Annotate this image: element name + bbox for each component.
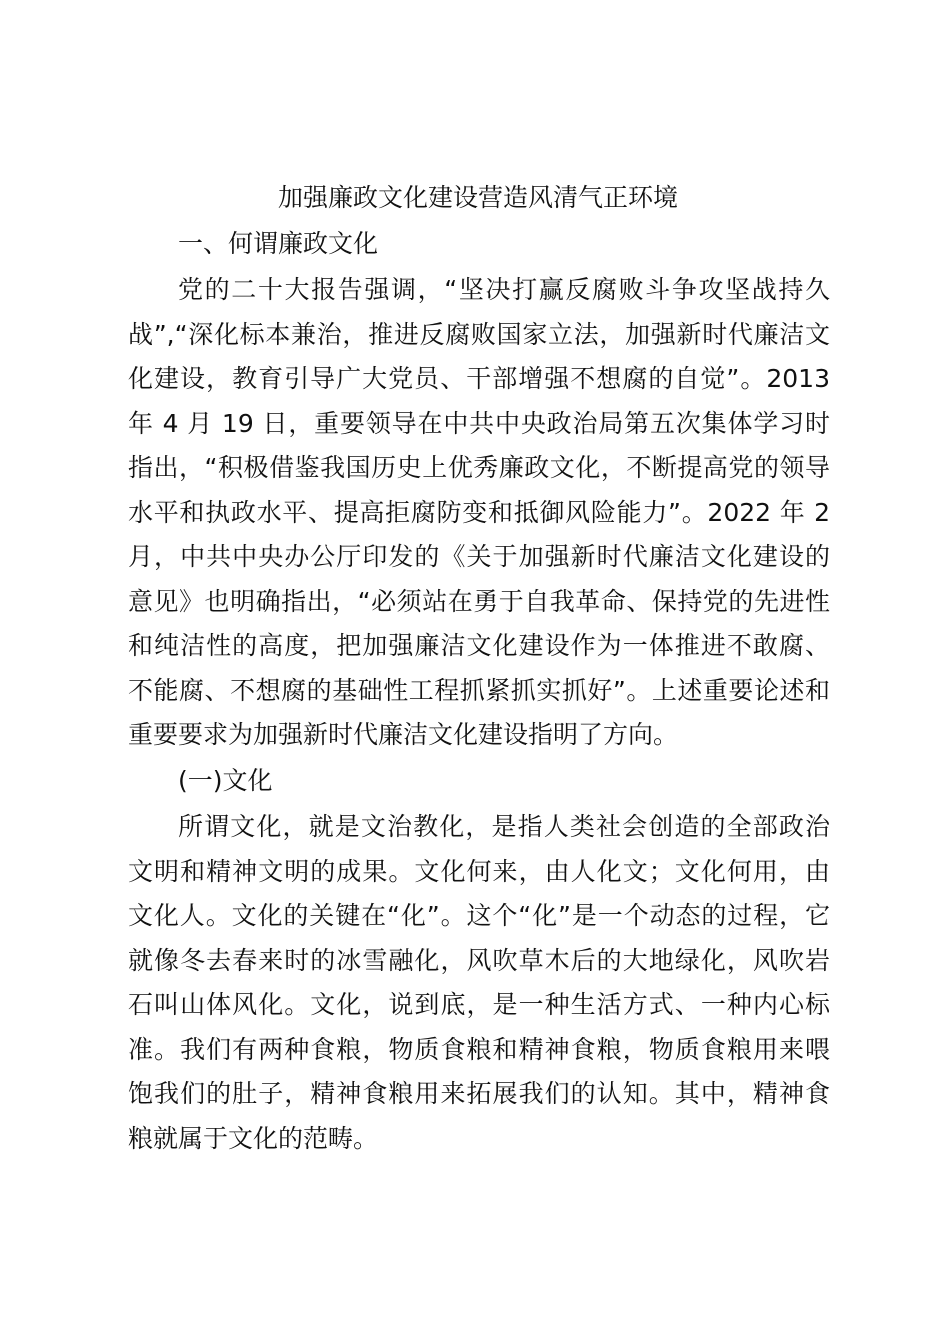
- paragraph-line: 粮就属于文化的范畴。: [128, 1124, 379, 1153]
- section-heading: 一、何谓廉政文化: [178, 229, 379, 258]
- paragraph-line: 意见》也明确指出，“必须站在勇于自我革命、保持党的先进性: [128, 587, 830, 616]
- paragraph-line: 指出，“积极借鉴我国历史上优秀廉政文化，不断提高党的领导: [128, 453, 830, 482]
- paragraph-line: 文化人。文化的关键在“化”。这个“化”是一个动态的过程，它: [128, 901, 830, 930]
- paragraph-line: 石叫山体风化。文化，说到底，是一种生活方式、一种内心标: [128, 990, 830, 1019]
- paragraph-line: 所谓文化，就是文治教化，是指人类社会创造的全部政治: [178, 812, 830, 841]
- paragraph-line: 准。我们有两种食粮，物质食粮和精神食粮，物质食粮用来喂: [128, 1035, 830, 1064]
- paragraph-line: 年 4 月 19 日，重要领导在中共中央政治局第五次集体学习时: [128, 409, 830, 438]
- paragraph-line: 化建设，教育引导广大党员、干部增强不想腐的自觉”。2013: [128, 364, 830, 393]
- paragraph-line: 不能腐、不想腐的基础性工程抓紧抓实抓好”。上述重要论述和: [128, 676, 830, 705]
- paragraph-line: 党的二十大报告强调，“坚决打赢反腐败斗争攻坚战持久: [178, 275, 830, 304]
- paragraph-line: 和纯洁性的高度，把加强廉洁文化建设作为一体推进不敢腐、: [128, 631, 830, 660]
- document-title: 加强廉政文化建设营造风清气正环境: [277, 183, 678, 212]
- paragraph-line: 水平和执政水平、提高拒腐防变和抵御风险能力”。2022 年 2: [128, 498, 830, 527]
- paragraph-line: 月，中共中央办公厅印发的《关于加强新时代廉洁文化建设的: [128, 542, 830, 571]
- paragraph-line: 就像冬去春来时的冰雪融化，风吹草木后的大地绿化，风吹岩: [128, 946, 830, 975]
- paragraph-line: 饱我们的肚子，精神食粮用来拓展我们的认知。其中，精神食: [128, 1079, 830, 1108]
- paragraph-line: 重要要求为加强新时代廉洁文化建设指明了方向。: [128, 720, 679, 749]
- paragraph-line: 战”,“深化标本兼治，推进反腐败国家立法，加强新时代廉洁文: [128, 320, 830, 349]
- paragraph-line: 文明和精神文明的成果。文化何来，由人化文；文化何用，由: [128, 857, 830, 886]
- subsection-heading: (一)文化: [178, 766, 273, 795]
